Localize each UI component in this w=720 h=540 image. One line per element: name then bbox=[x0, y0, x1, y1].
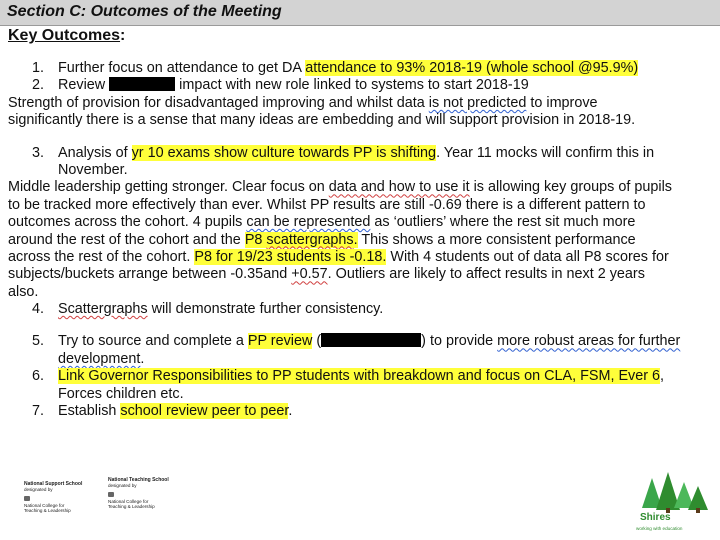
item-text: . bbox=[288, 403, 293, 420]
outcome-item-6-continued bbox=[8, 386, 712, 403]
paragraph-provision-line-2: significantly there is a sense that many ideas are embedding and will support provision in 2018-19. bbox=[8, 112, 636, 129]
text-span: as ‘outliers’ where the rest sit much more bbox=[370, 214, 636, 231]
item-number: 2. bbox=[32, 77, 45, 94]
item-number: 3. bbox=[32, 144, 45, 161]
national-teaching-school-badge bbox=[108, 478, 169, 510]
paragraph-leadership-line-3 bbox=[8, 214, 712, 231]
spacer bbox=[8, 318, 712, 333]
spellcheck-marked-text: Scattergraphs bbox=[58, 301, 148, 318]
crown-icon bbox=[108, 492, 114, 497]
badge-org-line-1: National College for bbox=[108, 498, 149, 504]
item-text: ) to provide bbox=[421, 333, 498, 350]
outcome-item-3-continued bbox=[8, 162, 712, 179]
text-span: subjects/buckets arrange between -0.35and bbox=[8, 266, 292, 283]
key-outcomes-colon: : bbox=[120, 27, 126, 44]
spellcheck-marked-text: +0.57 bbox=[291, 266, 328, 283]
key-outcomes-label: Key Outcomes bbox=[8, 27, 121, 44]
outcome-item-4 bbox=[8, 301, 712, 318]
outcome-item-6 bbox=[8, 368, 712, 385]
badge-org-line-2: Teaching & Leadership bbox=[108, 504, 155, 510]
highlighted-text: school review peer to peer bbox=[120, 403, 289, 420]
outcomes-body bbox=[8, 60, 712, 420]
outcome-item-5 bbox=[8, 333, 712, 350]
spellcheck-marked-text: data and how to use it bbox=[328, 179, 470, 196]
paragraph-leadership-line-1 bbox=[8, 179, 712, 196]
trees-icon bbox=[628, 470, 720, 514]
item-number: 4. bbox=[32, 301, 45, 318]
text-span: to improve bbox=[526, 94, 598, 111]
item-text: Review bbox=[58, 77, 110, 94]
badge-org-line-1: National College for bbox=[24, 502, 65, 508]
outcome-item-3 bbox=[8, 145, 712, 162]
paragraph-leadership-line-6 bbox=[8, 266, 712, 283]
outcome-item-7 bbox=[8, 403, 712, 420]
grammar-marked-text: can be represented bbox=[246, 214, 371, 231]
shires-logo bbox=[628, 470, 720, 540]
item-text: Forces children etc. bbox=[58, 385, 184, 402]
grammar-marked-text: is not predicted bbox=[428, 94, 527, 111]
highlighted-text: attendance to 93% 2018-19 (whole school @95.9%) bbox=[305, 60, 639, 76]
badge-title: National Teaching School bbox=[108, 477, 169, 483]
text-span: Middle leadership getting stronger. Clear focus on bbox=[8, 179, 329, 196]
highlighted-text: PP review bbox=[247, 333, 313, 350]
item-text: impact with new role linked to systems to start 2018-19 bbox=[175, 77, 529, 94]
text-span: This shows a more consistent performance bbox=[357, 231, 636, 248]
highlighted-text: Link Governor Responsibilities to PP students with breakdown and focus on CLA, FSM, Ever 6 bbox=[58, 368, 661, 385]
badge-title: National Support School bbox=[24, 481, 83, 487]
item-text: . Year 11 mocks will confirm this in bbox=[436, 144, 655, 161]
outcome-item-1 bbox=[8, 60, 712, 77]
redaction-block bbox=[321, 333, 421, 347]
paragraph-leadership-line-2: to be tracked more effectively than ever. Whilst PP results are still -0.69 there is a different pattern to bbox=[8, 196, 646, 213]
page-footer bbox=[0, 470, 720, 540]
item-text: . bbox=[140, 350, 145, 367]
item-text: Establish bbox=[58, 403, 121, 420]
paragraph-provision-line-1 bbox=[8, 95, 712, 112]
text-span: around the rest of the cohort and the bbox=[8, 231, 245, 248]
badge-subtitle: designated by bbox=[24, 487, 53, 493]
item-number: 1. bbox=[32, 60, 45, 76]
badge-subtitle: designated by bbox=[108, 483, 137, 489]
item-number: 6. bbox=[32, 368, 45, 385]
grammar-marked-text: more robust areas for further bbox=[497, 333, 681, 350]
highlighted-text: yr 10 exams show culture towards PP is shifting bbox=[131, 144, 437, 161]
paragraph-leadership-line-5 bbox=[8, 249, 712, 266]
text-span: P8 bbox=[244, 231, 267, 248]
badge-org-line-2: Teaching & Leadership bbox=[24, 508, 71, 514]
section-header-bar bbox=[0, 0, 720, 26]
item-number: 7. bbox=[32, 403, 45, 420]
spellcheck-marked-text: scattergraphs bbox=[266, 231, 354, 248]
item-text: Analysis of bbox=[58, 144, 132, 161]
logo-name: Shires bbox=[640, 512, 671, 523]
item-text: Further focus on attendance to get DA bbox=[58, 60, 306, 76]
text-span: across the rest of the cohort. bbox=[8, 248, 195, 265]
highlighted-text: P8 for 19/23 students is -0.18. bbox=[194, 248, 387, 265]
crown-icon bbox=[24, 496, 30, 501]
paragraph-leadership-line-4 bbox=[8, 232, 712, 249]
section-title: Section C: Outcomes of the Meeting bbox=[7, 3, 282, 20]
outcome-item-5-continued bbox=[8, 351, 712, 368]
item-number: 5. bbox=[32, 333, 45, 350]
text-span: With 4 students out of data all P8 scores for bbox=[386, 248, 669, 265]
paragraph-leadership-line-7: also. bbox=[8, 283, 39, 300]
text-span: . bbox=[353, 231, 358, 248]
highlighted-text bbox=[245, 232, 358, 248]
outcome-item-2 bbox=[8, 77, 712, 94]
national-support-school-badge bbox=[24, 482, 82, 514]
text-span: Strength of provision for disadvantaged improving and whilst data bbox=[8, 94, 429, 111]
item-text: November. bbox=[58, 161, 128, 178]
text-span: . Outliers are likely to affect results in next 2 years bbox=[327, 266, 645, 283]
spacer bbox=[8, 130, 712, 145]
text-span: is allowing key groups of pupils bbox=[469, 179, 672, 196]
item-text: , bbox=[660, 368, 665, 385]
item-text: Try to source and complete a bbox=[58, 333, 248, 350]
key-outcomes-heading bbox=[8, 27, 125, 45]
text-span: outcomes across the cohort. 4 pupils bbox=[8, 214, 247, 231]
item-text: will demonstrate further consistency. bbox=[147, 301, 384, 318]
logo-tagline: working with education bbox=[636, 526, 683, 531]
grammar-marked-text: development bbox=[58, 350, 141, 367]
item-text: ( bbox=[312, 333, 322, 350]
redaction-block bbox=[109, 77, 175, 91]
